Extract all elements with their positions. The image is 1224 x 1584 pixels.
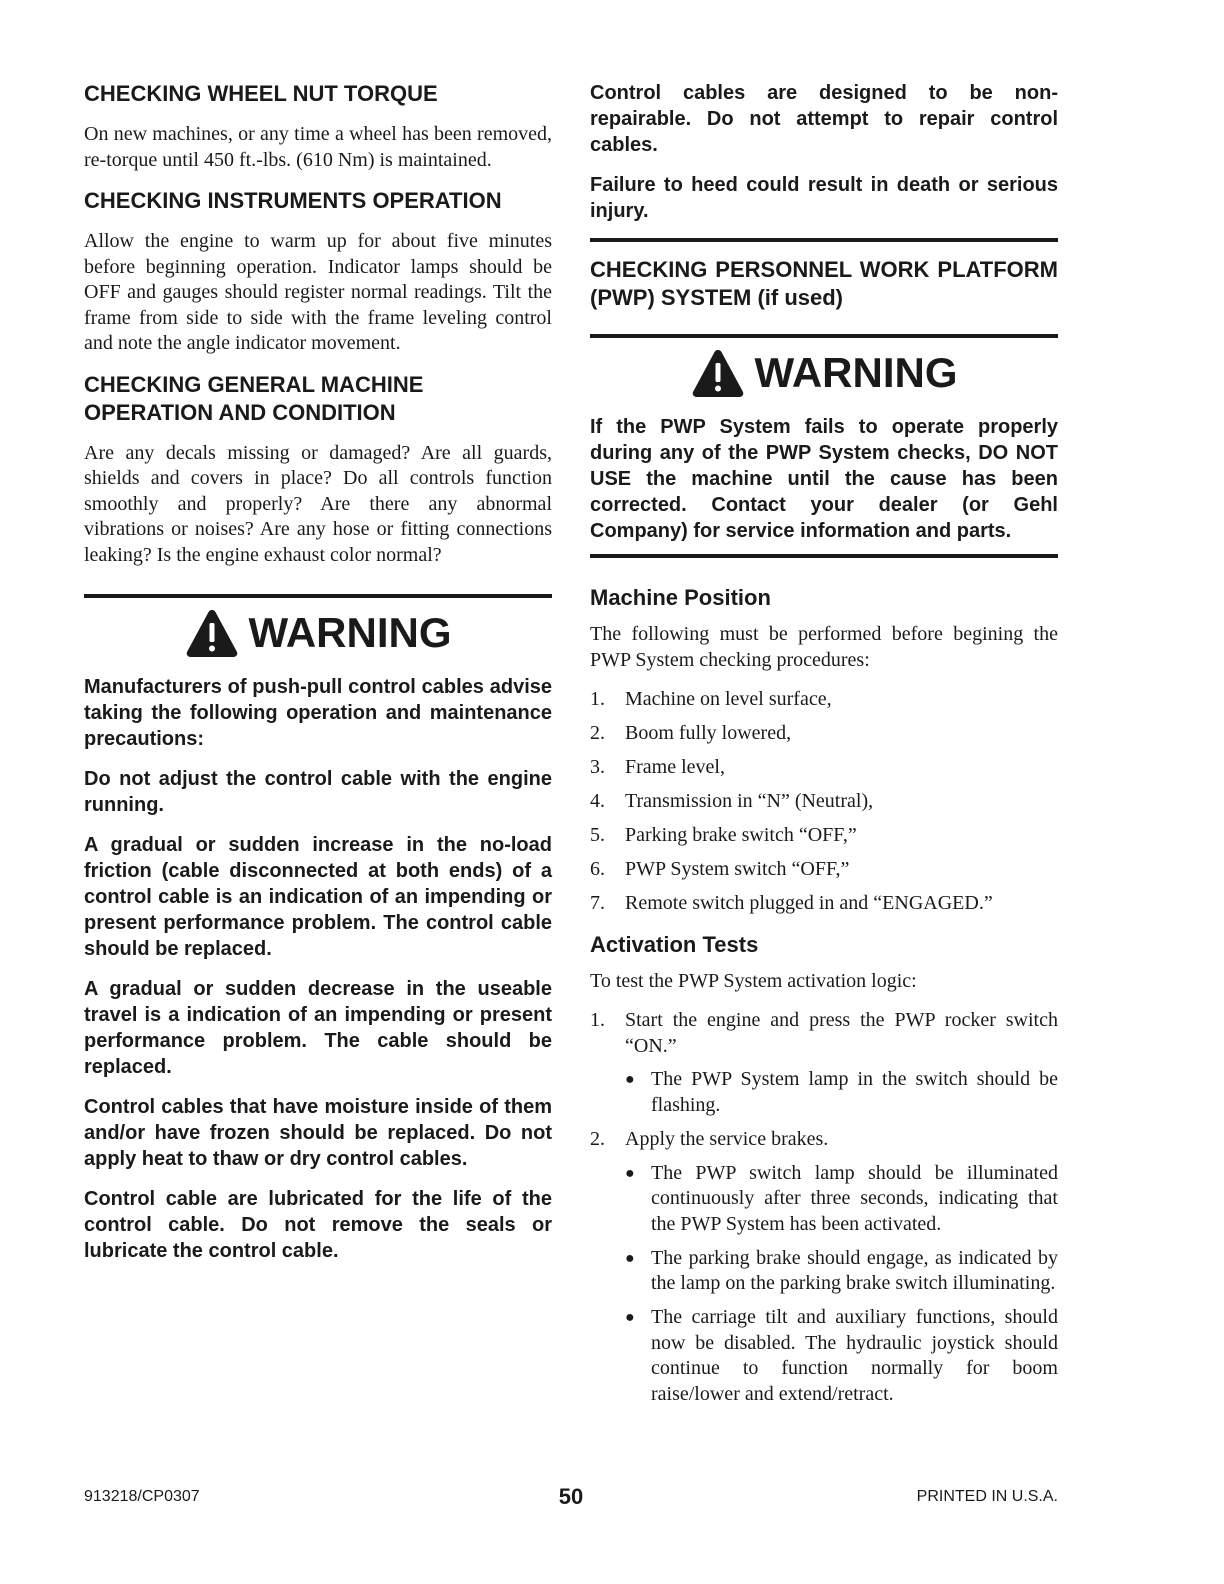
bullet-icon: ● [625,1071,635,1088]
bullet-icon: ● [625,1164,635,1182]
warning-triangle-icon [185,608,239,658]
warning-paragraph: A gradual or sudden decrease in the useable travel is a indication of an impending or present performance problem. The cable should be replaced. [84,978,552,1078]
section-heading-wheel-nut-torque: CHECKING WHEEL NUT TORQUE [84,81,438,106]
list-item: 1. Start the engine and press the PWP rocker switch “ON.” [590,1009,1058,1057]
list-item: 5. Parking brake switch “OFF,” [590,824,857,846]
page-footer [84,1484,1058,1512]
printed-in-label: PRINTED IN U.S.A. [916,1488,1058,1505]
warning-triangle-icon [691,348,745,398]
list-item: 2. Boom fully lowered, [590,722,792,744]
warning-continued-paragraph: Control cables are designed to be non-repairable. Do not attempt to repair control cables. [590,82,1058,156]
warning-paragraph: Control cable are lubricated for the life of the control cable. Do not remove the seals or lubricate the control cable. [84,1188,552,1262]
warning2-text: If the PWP System fails to operate properly during any of the PWP System checks, DO NOT USE the machine until the cause has been corrected. Contact your dealer (or Gehl Company) for service information and parts. [590,416,1058,542]
warning2-title-block [590,348,1058,398]
right-column [590,80,1058,1416]
section-heading-general-machine-operation: CHECKING GENERAL MACHINE OPERATION AND CONDITION [84,371,424,425]
activation-tests-list [590,1008,1058,1059]
bullet-icon: ● [625,1249,635,1267]
step2-bullets [625,1161,1058,1408]
bullet-item: ● The parking brake should engage, as indicated by the lamp on the parking brake switch illuminating. [625,1246,1058,1297]
list-item: 7. Remote switch plugged in and “ENGAGED.” [590,892,993,914]
warning-title: WARNING [248,609,452,656]
warning-paragraph: Manufacturers of push-pull control cables advise taking the following operation and maintenance precautions: [84,676,552,750]
document-number: 913218/CP0307 [84,1488,200,1505]
bullet-icon: ● [625,1309,635,1326]
wheel-nut-torque-text: On new machines, or any time a wheel has been removed, re-torque until 450 ft.-lbs. (610 Nm) is maintained. [84,123,552,171]
bullet-item: ● The carriage tilt and auxiliary functions, should now be disabled. The hydraulic joystick should continue to function normally for boom raise/lower and extend/retract. [625,1305,1058,1407]
machine-position-list [590,687,1058,917]
section-heading-instruments-operation: CHECKING INSTRUMENTS OPERATION [84,188,502,213]
warning-paragraph: Control cables that have moisture inside of them and/or have frozen should be replaced. Do not apply heat to thaw or dry control cables. [84,1096,552,1170]
warning-continued-paragraph: Failure to heed could result in death or serious injury. [590,174,1058,222]
warning-title-block [84,608,552,658]
warning2-title: WARNING [754,349,958,396]
warning2-bottom-rule [590,554,1058,558]
warning2-top-rule [590,334,1058,338]
machine-position-intro: The following must be performed before begining the PWP System checking procedures: [590,623,1058,671]
activation-tests-list-cont [590,1127,1058,1153]
warning-top-rule [84,594,552,598]
warning-paragraph: A gradual or sudden increase in the no-load friction (cable disconnected at both ends) of a control cable is an indication of an impending or present performance problem. The control cable should be replaced. [84,834,552,960]
warning-paragraph: Do not adjust the control cable with the engine running. [84,768,552,816]
list-item: 6. PWP System switch “OFF,” [590,858,850,880]
warning-bottom-rule [590,238,1058,242]
page-number: 50 [558,1484,584,1509]
step1-bullets [625,1067,1058,1118]
list-item: 2. Apply the service brakes. [590,1127,829,1150]
instruments-operation-text: Allow the engine to warm up for about five minutes before beginning operation. Indicator lamps should be OFF and gauges should register normal readings. Tilt the frame from side to side with the frame leveling control and note the angle indicator movement. [84,230,552,354]
bullet-item: ● The PWP switch lamp should be illuminated continuously after three seconds, indicating that the PWP System has been activated. [625,1161,1058,1238]
section-heading-pwp-system: CHECKING PERSONNEL WORK PLATFORM (PWP) SYSTEM (if used) [590,257,1058,310]
activation-tests-intro: To test the PWP System activation logic: [590,969,917,992]
general-machine-operation-text: Are any decals missing or damaged? Are all guards, shields and covers in place? Do all controls function smoothly and properly? Are there any abnormal vibrations or noises? Are any hose or fitting connections leaking? Is the engine exhaust color normal? [84,441,552,566]
subheading-machine-position: Machine Position [590,585,771,610]
list-item: 1. Machine on level surface, [590,688,832,710]
list-item: 4. Transmission in “N” (Neutral), [590,790,874,812]
list-item: 3. Frame level, [590,756,725,778]
left-column [84,80,552,1278]
bullet-item: ● The PWP System lamp in the switch should be flashing. [625,1067,1058,1118]
subheading-activation-tests: Activation Tests [590,931,759,957]
